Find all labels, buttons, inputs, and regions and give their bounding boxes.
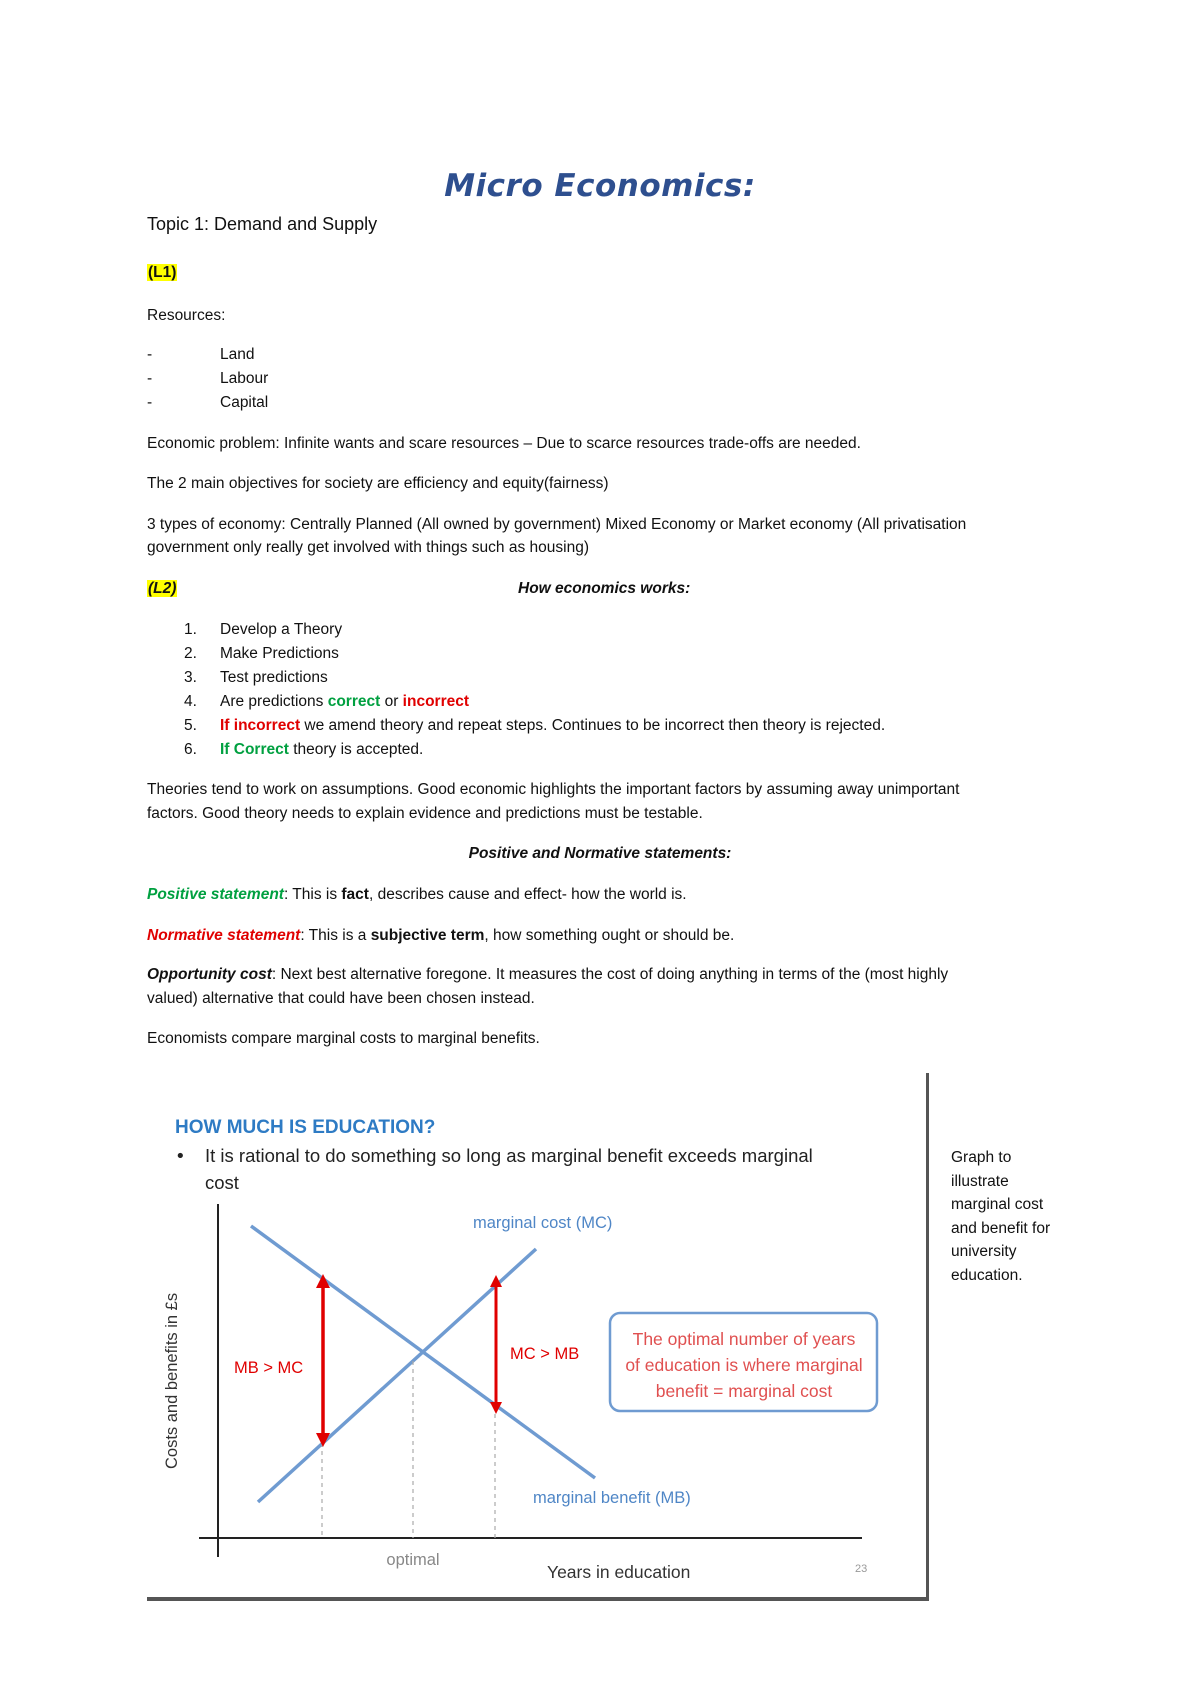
incorrect-word: incorrect [402, 693, 470, 710]
economic-problem: Economic problem: Infinite wants and scare resources – Due to scarce resources trade-offs are needed. [147, 435, 861, 452]
opportunity-cost-line-2: valued) alternative that could have been chosen instead. [147, 990, 535, 1007]
step-3: Test predictions [220, 669, 328, 686]
positive-statement: Positive statement: This is fact, describes cause and effect- how the world is. [147, 886, 687, 903]
callout-line-2: of education is where marginal [625, 1355, 863, 1375]
list-item: - Capital [147, 394, 269, 411]
list-item: - Labour [147, 370, 269, 387]
mb-curve-label: marginal benefit (MB) [533, 1489, 691, 1507]
list-item: - Land [147, 346, 255, 363]
normative-statement: Normative statement: This is a subjective term, how something ought or should be. [147, 927, 735, 944]
mc-gt-mb-label: MC > MB [510, 1345, 580, 1363]
opportunity-cost-line-1: Opportunity cost: Next best alternative foregone. It measures the cost of doing anything in terms of the (most highly [147, 966, 949, 983]
step-1: Develop a Theory [220, 621, 343, 638]
economy-types-line-2: government only really get involved with things such as housing) [147, 539, 589, 556]
y-axis-label: Costs and benefits in £s [163, 1292, 181, 1469]
resource-land: Land [220, 346, 255, 363]
list-item: 6. If Correct theory is accepted. [184, 741, 424, 758]
step-5: If incorrect we amend theory and repeat steps. Continues to be incorrect then theory is rejected. [220, 717, 886, 734]
step-4: Are predictions correct or incorrect [220, 693, 470, 710]
list-item: 4. Are predictions correct or incorrect [184, 693, 470, 710]
bullet-icon: • [175, 1146, 186, 1167]
slide-bullet-line-2: cost [205, 1172, 239, 1193]
lesson-2-tag [147, 577, 177, 600]
correct-word: correct [327, 693, 381, 710]
economy-types-line-1: 3 types of economy: Centrally Planned (All owned by government) Mixed Economy or Market economy (All privatisation [147, 516, 967, 533]
page-title: Micro Economics: [444, 168, 756, 204]
theories-line-1: Theories tend to work on assumptions. Good economic highlights the important factors by assuming away unimportant [147, 781, 960, 798]
callout-line-1: The optimal number of years [632, 1329, 856, 1349]
lesson-1-highlight: (L1) [148, 264, 177, 281]
positive-normative-heading: Positive and Normative statements: [468, 845, 732, 862]
resource-labour: Labour [220, 370, 269, 387]
lesson-2-highlight: (L2) [148, 580, 177, 597]
list-item: 1. Develop a Theory [184, 621, 343, 638]
list-item: 5. If incorrect we amend theory and repeat steps. Continues to be incorrect then theory is rejected. [184, 717, 886, 734]
marginal-compare-text: Economists compare marginal costs to marginal benefits. [147, 1030, 540, 1047]
mc-curve-label: marginal cost (MC) [473, 1214, 613, 1232]
step-2: Make Predictions [220, 645, 339, 662]
graph-side-note: Graph to illustrate marginal cost and benefit for university education. [951, 1149, 1051, 1284]
slide-bullet-line-1: It is rational to do something so long as marginal benefit exceeds marginal [205, 1145, 813, 1166]
objectives-text: The 2 main objectives for society are efficiency and equity(fairness) [147, 475, 609, 492]
list-item: 2. Make Predictions [184, 645, 339, 662]
slide-number: 23 [855, 1563, 868, 1575]
callout-line-3: benefit = marginal cost [655, 1381, 833, 1401]
mb-gt-mc-label: MB > MC [234, 1359, 304, 1377]
mc-mb-diagram [147, 1073, 927, 1600]
step-6: If Correct theory is accepted. [220, 741, 424, 758]
resource-capital: Capital [220, 394, 269, 411]
lesson-1-tag [147, 261, 177, 284]
resources-label: Resources: [147, 307, 226, 324]
slide-heading: HOW MUCH IS EDUCATION? [175, 1117, 436, 1138]
topic-heading: Topic 1: Demand and Supply [147, 214, 378, 234]
list-item: 3. Test predictions [184, 669, 328, 686]
theories-line-2: factors. Good theory needs to explain evidence and predictions must be testable. [147, 805, 703, 822]
x-axis-label: Years in education [547, 1562, 691, 1582]
how-economics-works-heading: How economics works: [518, 580, 691, 597]
optimal-label: optimal [386, 1551, 440, 1569]
